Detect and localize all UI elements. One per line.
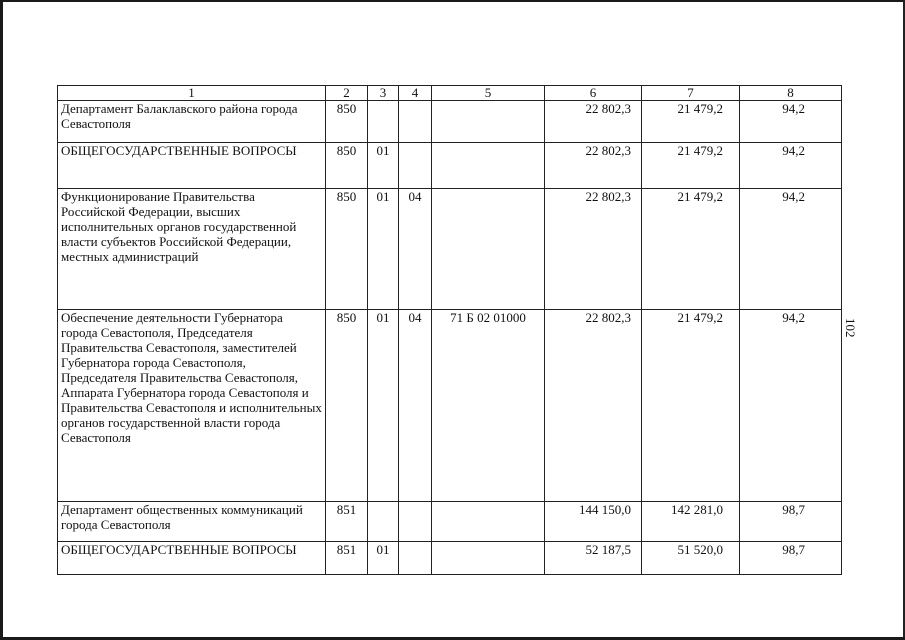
table-row <box>58 143 842 189</box>
section-code-cell <box>368 101 399 143</box>
percent-cell: 94,2 <box>740 189 842 310</box>
plan-amount-cell: 22 802,3 <box>545 101 642 143</box>
table-row <box>58 542 842 575</box>
actual-amount-cell: 21 479,2 <box>642 310 740 502</box>
ministry-code-cell: 850 <box>326 189 368 310</box>
subsection-code-cell <box>399 143 432 189</box>
table-row <box>58 502 842 542</box>
header-cell: 4 <box>399 86 432 101</box>
section-code-cell: 01 <box>368 310 399 502</box>
header-cell: 5 <box>432 86 545 101</box>
header-cell: 8 <box>740 86 842 101</box>
page-number: 102 <box>843 318 858 338</box>
budget-table <box>57 85 842 575</box>
section-code-cell: 01 <box>368 189 399 310</box>
ministry-code-cell: 850 <box>326 101 368 143</box>
table-header-row <box>58 86 842 101</box>
table-row <box>58 310 842 502</box>
table-row <box>58 101 842 143</box>
ministry-code-cell: 850 <box>326 310 368 502</box>
row-name-cell: ОБЩЕГОСУДАРСТВЕННЫЕ ВОПРОСЫ <box>58 143 326 189</box>
actual-amount-cell: 21 479,2 <box>642 143 740 189</box>
subsection-code-cell <box>399 101 432 143</box>
percent-cell: 94,2 <box>740 310 842 502</box>
plan-amount-cell: 22 802,3 <box>545 189 642 310</box>
percent-cell: 98,7 <box>740 542 842 575</box>
plan-amount-cell: 144 150,0 <box>545 502 642 542</box>
plan-amount-cell: 22 802,3 <box>545 310 642 502</box>
row-name-cell: Департамент общественных коммуникаций города Севастополя <box>58 502 326 542</box>
percent-cell: 94,2 <box>740 143 842 189</box>
scan-border-top <box>0 0 905 2</box>
section-code-cell <box>368 502 399 542</box>
table-row <box>58 189 842 310</box>
ministry-code-cell: 851 <box>326 502 368 542</box>
subsection-code-cell: 04 <box>399 310 432 502</box>
target-article-cell <box>432 542 545 575</box>
plan-amount-cell: 52 187,5 <box>545 542 642 575</box>
target-article-cell <box>432 101 545 143</box>
actual-amount-cell: 21 479,2 <box>642 189 740 310</box>
ministry-code-cell: 851 <box>326 542 368 575</box>
subsection-code-cell <box>399 502 432 542</box>
ministry-code-cell: 850 <box>326 143 368 189</box>
section-code-cell: 01 <box>368 542 399 575</box>
target-article-cell <box>432 502 545 542</box>
subsection-code-cell: 04 <box>399 189 432 310</box>
header-cell: 7 <box>642 86 740 101</box>
header-cell: 6 <box>545 86 642 101</box>
scan-border-left <box>0 0 3 640</box>
section-code-cell: 01 <box>368 143 399 189</box>
percent-cell: 94,2 <box>740 101 842 143</box>
header-cell: 2 <box>326 86 368 101</box>
actual-amount-cell: 51 520,0 <box>642 542 740 575</box>
actual-amount-cell: 142 281,0 <box>642 502 740 542</box>
row-name-cell: Департамент Балаклавского района города Севастополя <box>58 101 326 143</box>
row-name-cell: Обеспечение деятельности Губернатора города Севастополя, Председателя Правительства Севастополя, заместителей Губернатора города Севастополя, Председателя Правительства Севастополя, Аппарата Губернатора города Севастополя и Правительства Севастополя и исполнительных органов государственной власти города Севастополя <box>58 310 326 502</box>
target-article-cell <box>432 143 545 189</box>
header-cell: 3 <box>368 86 399 101</box>
header-cell: 1 <box>58 86 326 101</box>
row-name-cell: Функционирование Правительства Российской Федерации, высших исполнительных органов государственной власти субъектов Российской Федерации, местных администраций <box>58 189 326 310</box>
percent-cell: 98,7 <box>740 502 842 542</box>
target-article-cell: 71 Б 02 01000 <box>432 310 545 502</box>
target-article-cell <box>432 189 545 310</box>
subsection-code-cell <box>399 542 432 575</box>
actual-amount-cell: 21 479,2 <box>642 101 740 143</box>
row-name-cell: ОБЩЕГОСУДАРСТВЕННЫЕ ВОПРОСЫ <box>58 542 326 575</box>
plan-amount-cell: 22 802,3 <box>545 143 642 189</box>
